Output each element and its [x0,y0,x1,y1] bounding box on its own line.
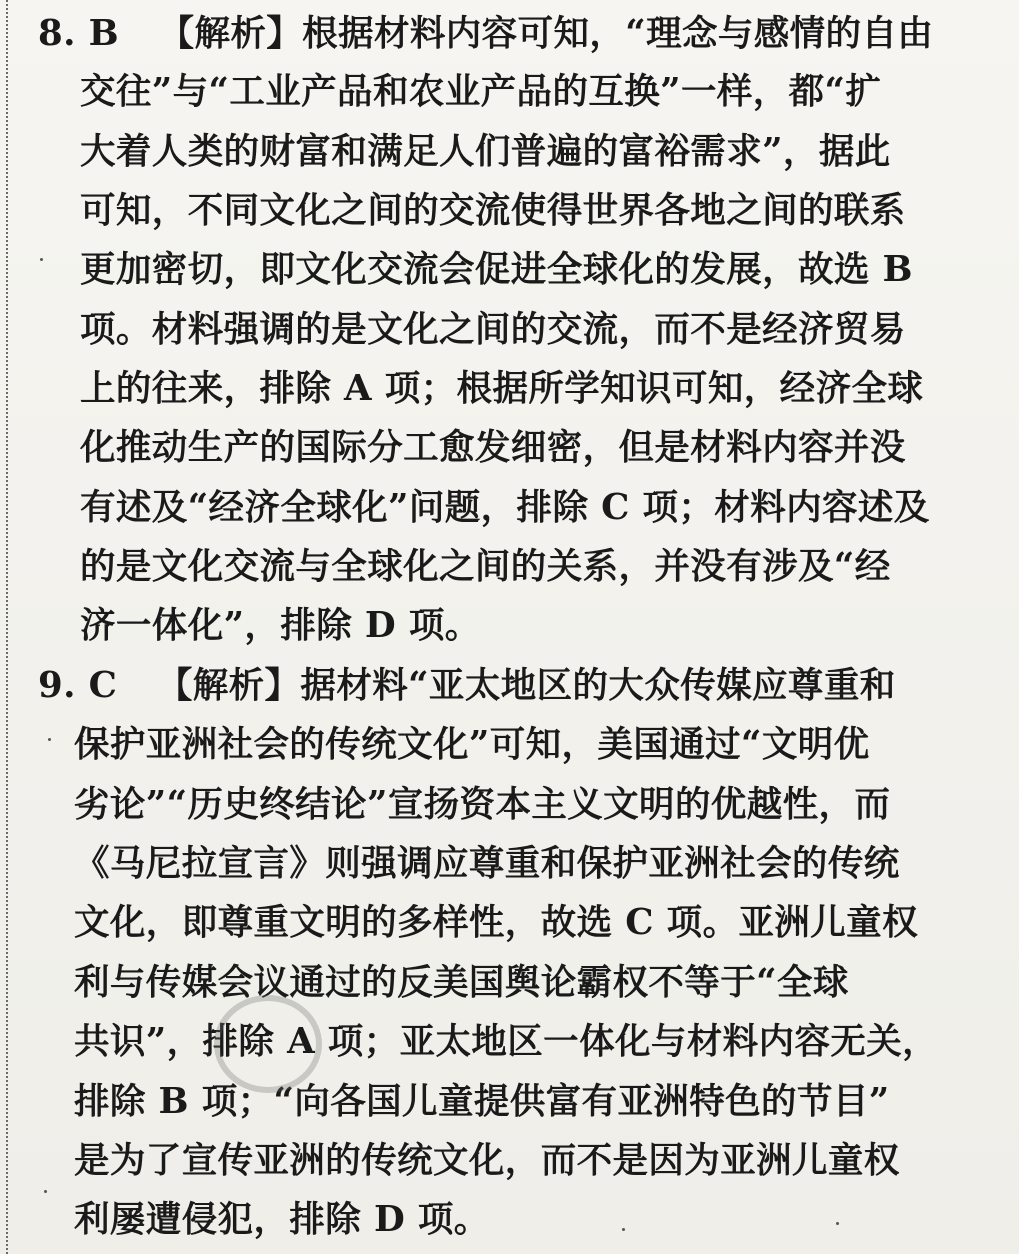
watermark-logo-icon [214,995,322,1093]
answer-8-line-3: 大着人类的财富和满足人们普遍的富裕需求”，据此 [80,131,891,172]
answer-9-line-6: 利与传媒会议通过的反美国舆论霸权不等于“全球 [74,962,849,1003]
dotted-margin-line [6,0,8,1254]
answer-8-line-2: 交往”与“工业产品和农业产品的互换”一样，都“扩 [80,71,882,112]
answer-8-line-4: 可知，不同文化之间的交流使得世界各地之间的联系 [80,190,906,231]
answer-8-line-6: 项。材料强调的是文化之间的交流，而不是经济贸易 [80,309,906,350]
answer-8-line-11: 济一体化”，排除 D 项。 [80,605,481,646]
answer-9-line-4: 《马尼拉宣言》则强调应尊重和保护亚洲社会的传统 [74,843,900,884]
answer-8-line-9: 有述及“经济全球化”问题，排除 C 项；材料内容述及 [80,487,930,528]
answer-9-line-10: 利屡遭侵犯，排除 D 项。 [74,1199,490,1240]
answer-8-line-8: 化推动生产的国际分工愈发细密，但是材料内容并没 [80,427,906,468]
answer-8-line-1: 8. B 【解析】根据材料内容可知，“理念与感情的自由 [38,2,933,66]
answer-9-line-5: 文化，即尊重文明的多样性，故选 C 项。亚洲儿童权 [74,902,918,943]
answer-8-line-5: 更加密切，即文化交流会促进全球化的发展，故选 B [80,249,913,290]
answer-9-line-3: 劣论”“历史终结论”宣扬资本主义文明的优越性，而 [74,784,891,825]
scan-speck [836,1222,839,1225]
answer-9-line-1: 9. C 【解析】据材料“亚太地区的大众传媒应尊重和 [38,654,896,718]
scan-speck [44,1190,47,1193]
answer-9-line-9: 是为了宣传亚洲的传统文化，而不是因为亚洲儿童权 [74,1140,900,1181]
answer-9-line-7: 共识”，排除 A 项；亚太地区一体化与材料内容无关， [74,1021,939,1062]
answer-8-line-10: 的是文化交流与全球化之间的关系，并没有涉及“经 [80,546,891,587]
scan-speck [48,738,51,741]
scan-speck [622,1228,625,1231]
answer-8-line-7: 上的往来，排除 A 项；根据所学知识可知，经济全球 [80,368,924,409]
answer-8-number: 8. B [38,13,120,54]
scan-speck [40,258,43,261]
answer-9-number: 9. C [38,665,118,706]
answer-9-line-2: 保护亚洲社会的传统文化”可知，美国通过“文明优 [74,724,870,765]
answer-9-line-8: 排除 B 项；“向各国儿童提供富有亚洲特色的节目” [74,1081,890,1122]
